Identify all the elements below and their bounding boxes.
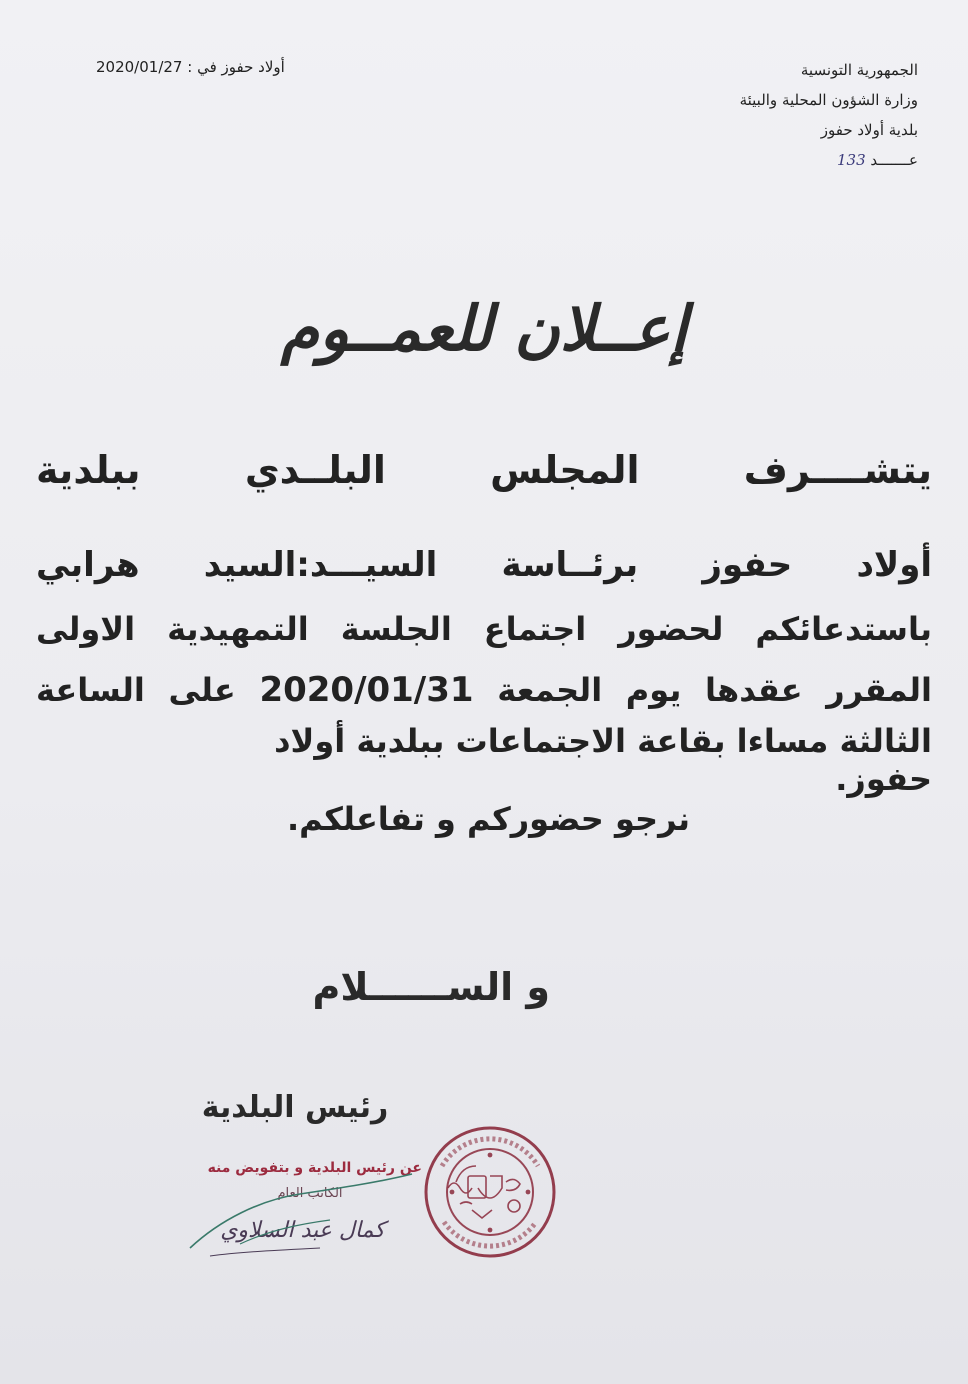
closing-salam: و الســــــلام	[312, 965, 550, 1009]
secretary-title: الكاتب العام	[277, 1186, 343, 1201]
signatory-name: كمال عبد السلاوي	[220, 1218, 385, 1243]
body-line-1: يتشــــرف المجلس البلــدي ببلدية	[36, 448, 932, 492]
reference-number: 133	[836, 151, 866, 169]
reference-label: عـــــــد	[870, 151, 918, 169]
body-line-4-start: المقرر عقدها يوم الجمعة	[497, 671, 933, 709]
mayor-title: رئيس البلدية	[201, 1090, 389, 1125]
place-date-label: أولاد حفوز في :	[187, 58, 285, 76]
body-line-4-end: على الساعة	[36, 671, 236, 709]
ministry-line: وزارة الشؤون المحلية والبيئة	[739, 91, 918, 109]
document-title: إعــلان للعمــوم	[280, 292, 688, 365]
body-line-4	[36, 670, 932, 710]
letterhead	[658, 55, 918, 175]
municipality-line: بلدية أولاد حفوز	[820, 121, 918, 139]
handwritten-signature	[180, 1160, 420, 1270]
delegation-stamp: عن رئيس البلدية و بتفويض منه	[207, 1160, 422, 1176]
place-date-value: 2020/01/27	[96, 58, 183, 76]
republic-line: الجمهورية التونسية	[800, 61, 918, 79]
reference-line	[658, 145, 918, 175]
meeting-date: 2020/01/31	[259, 670, 474, 710]
closing-hope: نرجو حضوركم و تفاعلكم.	[287, 800, 690, 838]
body-line-5: الثالثة مساءا بقاعة الاجتماعات ببلدية أولاد حفوز.	[274, 722, 932, 798]
body-line-3: باستدعائكم لحضور اجتماع الجلسة التمهيدية الاولى	[36, 610, 932, 648]
official-stamp-seal	[420, 1122, 560, 1262]
body-line-2: أولاد حفوز برئــاسة السيـــد:السيد هرابي	[36, 545, 932, 585]
place-date	[96, 58, 366, 76]
